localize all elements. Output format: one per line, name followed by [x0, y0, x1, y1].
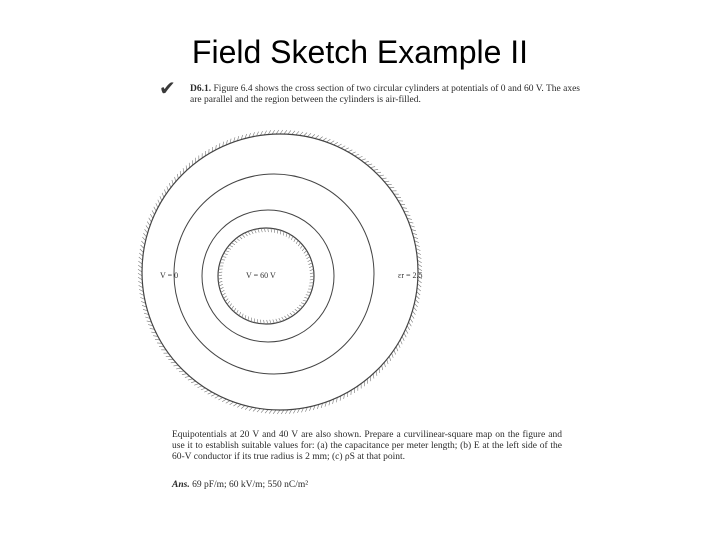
hatch-tick: [249, 407, 253, 410]
hatch-tick: [234, 308, 236, 312]
hatch-tick: [245, 315, 246, 319]
hatch-tick: [183, 168, 184, 173]
hatch-tick: [236, 310, 238, 314]
hatch-tick: [236, 238, 239, 241]
permittivity-label: εr = 2.5: [398, 271, 423, 280]
hatch-tick: [294, 238, 296, 242]
hatch-tick: [344, 148, 348, 150]
hatch-tick: [143, 233, 146, 237]
hatch-tick: [224, 296, 227, 299]
hatch-tick: [227, 248, 231, 250]
hatch-tick: [141, 245, 144, 249]
hatch-tick: [175, 177, 176, 182]
hatch-tick: [309, 263, 313, 265]
hatch-tick: [367, 164, 372, 165]
hatch-tick: [156, 203, 158, 207]
hatch-tick: [384, 362, 385, 367]
hatch-tick: [296, 240, 298, 244]
hatch-tick: [300, 245, 303, 248]
hatch-tick: [141, 241, 144, 245]
hatch-tick: [307, 292, 311, 293]
hatch-tick: [379, 368, 380, 373]
hatch-tick: [239, 236, 242, 239]
hatch-tick: [188, 379, 193, 380]
hatch-tick: [292, 311, 295, 314]
hatch-tick: [253, 408, 257, 411]
hatch-tick: [273, 320, 275, 324]
hatch-tick: [287, 315, 290, 318]
instructions-text: Equipotentials at 20 V and 40 V are also shown. Prepare a curvilinear-square map on the figure and use it to establish suitable values for: (a) the capacitance per meter length; (b) E at the left side of the 60-V conductor if its true radius is 2 mm; (c) ρS at that point.: [172, 430, 562, 462]
hatch-tick: [172, 180, 173, 185]
hatch-tick: [227, 301, 230, 304]
hatch-tick: [225, 299, 228, 302]
hatch-tick: [400, 340, 402, 344]
hatch-tick: [373, 374, 374, 379]
hatch-tick: [176, 368, 181, 369]
hatch-tick: [288, 130, 291, 134]
outer-cylinder-hatching: [138, 130, 422, 414]
hatch-tick: [232, 243, 236, 245]
hatch-tick: [160, 196, 162, 200]
hatch-tick: [306, 295, 310, 296]
hatch-tick: [280, 130, 283, 134]
hatch-tick: [303, 300, 307, 301]
hatch-tick: [402, 336, 404, 340]
hatch-tick: [307, 257, 310, 259]
hatch-tick: [414, 307, 417, 311]
hatch-tick: [221, 260, 225, 261]
hatch-tick: [382, 178, 387, 179]
hatch-tick: [208, 392, 212, 394]
hatch-tick: [389, 356, 390, 361]
hatch-tick: [169, 183, 170, 188]
hatch-tick: [239, 312, 241, 316]
hatch-tick: [254, 229, 256, 233]
hatch-tick: [286, 233, 287, 237]
hatch-tick: [410, 318, 413, 322]
hatch-tick: [204, 390, 208, 392]
hatch-tick: [234, 240, 237, 242]
hatch-tick: [276, 319, 278, 323]
hatch-tick: [298, 243, 300, 246]
inner-potential-label: V = 60 V: [246, 271, 276, 280]
hatch-tick: [242, 234, 245, 237]
answer-line: [172, 480, 562, 491]
hatch-tick: [241, 406, 245, 409]
hatch-tick: [222, 257, 226, 258]
hatch-tick: [229, 304, 232, 307]
hatch-tick: [285, 316, 288, 319]
hatch-tick: [299, 305, 303, 307]
outer-potential-label: V = 0: [160, 271, 179, 280]
hatch-tick: [297, 307, 301, 309]
hatch-tick: [138, 269, 142, 272]
hatch-tick: [283, 232, 284, 236]
hatch-tick: [185, 376, 190, 377]
hatch-tick: [225, 251, 229, 252]
hatch-tick: [309, 266, 313, 268]
hatch-tick: [229, 245, 233, 247]
hatch-tick: [248, 317, 249, 321]
hatch-tick: [373, 169, 378, 170]
hatch-tick: [315, 135, 319, 138]
hatch-tick: [291, 236, 293, 240]
hatch-tick: [230, 402, 234, 405]
hatch-tick: [290, 313, 293, 316]
answer-text: 69 pF/m; 60 kV/m; 550 nC/m²: [192, 480, 309, 490]
hatch-tick: [398, 343, 400, 347]
hatch-tick: [305, 254, 308, 257]
hatch-tick: [220, 287, 224, 289]
answer-label: Ans.: [172, 480, 190, 490]
hatch-tick: [295, 309, 298, 311]
hatch-tick: [292, 131, 295, 135]
hatch-tick: [222, 293, 225, 295]
hatch-tick: [308, 260, 312, 262]
hatch-tick: [180, 171, 181, 176]
hatch-tick: [232, 306, 234, 309]
hatch-tick: [310, 273, 314, 274]
hatch-tick: [310, 269, 314, 270]
hatch-tick: [219, 281, 223, 282]
hatch-tick: [382, 365, 383, 370]
hatch-tick: [304, 133, 308, 136]
hatch-tick: [418, 280, 422, 283]
check-mark-icon: ✔: [159, 76, 176, 100]
hatch-tick: [348, 150, 352, 152]
hatch-tick: [179, 371, 184, 372]
hatch-tick: [191, 381, 196, 382]
hatch-tick: [302, 248, 305, 251]
hatch-tick: [139, 257, 143, 260]
hatch-tick: [415, 299, 418, 303]
hatch-tick: [418, 284, 422, 287]
problem-number: D6.1.: [190, 84, 212, 94]
hatch-tick: [387, 359, 388, 364]
hatch-tick: [376, 172, 381, 173]
hatch-tick: [416, 296, 419, 300]
hatch-tick: [326, 139, 330, 142]
hatch-tick: [301, 303, 305, 305]
hatch-tick: [304, 251, 307, 254]
hatch-tick: [265, 410, 268, 414]
hatch-tick: [304, 297, 308, 298]
hatch-tick: [409, 322, 412, 326]
problem-text: Figure 6.4 shows the cross section of two circular cylinders at potentials of 0 and 60 V. The axes are parallel and the region between the cylinders is air-filled.: [190, 84, 580, 105]
hatch-tick: [158, 200, 160, 204]
hatch-tick: [138, 261, 142, 264]
hatch-tick: [351, 152, 355, 154]
hatch-tick: [221, 290, 225, 292]
slide-title: Field Sketch Example II: [191, 34, 529, 70]
hatch-tick: [211, 394, 215, 396]
hatch-tick: [277, 410, 280, 414]
hatch-tick: [330, 141, 334, 144]
hatch-tick: [242, 314, 243, 318]
hatch-tick: [177, 174, 178, 179]
hatch-tick: [218, 278, 222, 279]
hatch-tick: [224, 254, 228, 255]
hatch-tick: [258, 229, 260, 233]
hatch-tick: [379, 175, 384, 176]
hatch-tick: [279, 318, 281, 322]
hatch-tick: [226, 401, 230, 404]
hatch-tick: [182, 374, 187, 375]
hatch-tick: [370, 167, 375, 168]
hatch-tick: [282, 317, 284, 320]
hatch-tick: [245, 233, 248, 236]
hatch-tick: [376, 371, 377, 376]
hatch-tick: [251, 230, 253, 234]
hatch-tick: [149, 218, 152, 222]
hatch-tick: [364, 161, 369, 162]
hatch-tick: [261, 228, 262, 232]
hatch-tick: [174, 365, 179, 366]
hatch-tick: [186, 166, 187, 171]
hatch-tick: [270, 320, 271, 324]
hatch-tick: [269, 410, 272, 414]
hatch-tick: [219, 284, 223, 286]
outer-cylinder: [142, 134, 418, 410]
hatch-tick: [307, 133, 311, 136]
hatch-tick: [147, 222, 150, 226]
hatch-tick: [289, 234, 290, 238]
hatch-tick: [248, 232, 250, 235]
